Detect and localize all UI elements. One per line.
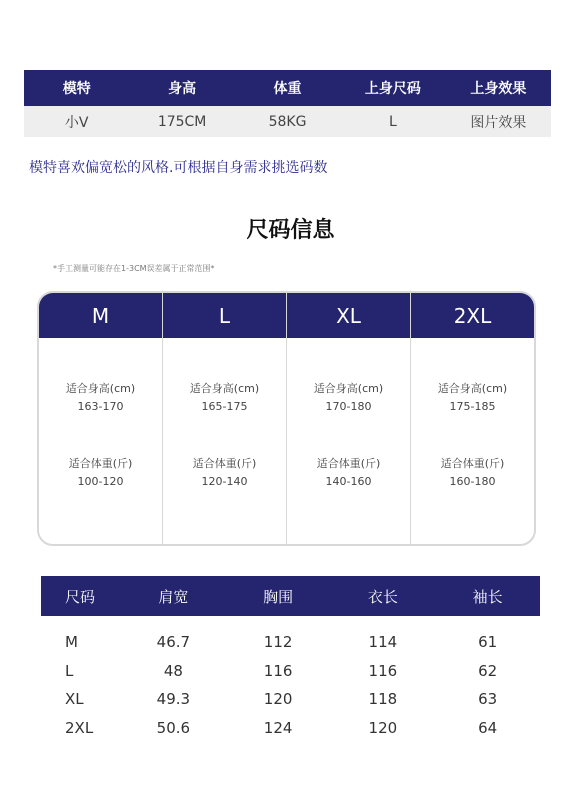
table-cell: M — [65, 633, 78, 652]
model-table-header — [24, 70, 551, 106]
table-cell: 46.7 — [156, 633, 191, 652]
size-column-m — [39, 293, 162, 544]
table-row — [41, 657, 540, 686]
weight-range: 140-160 — [325, 475, 372, 488]
weight-label: 适合体重(斤) — [440, 457, 505, 470]
height-label: 适合身高(cm) — [313, 382, 384, 395]
model-cell: 58KG — [268, 113, 307, 130]
table-cell: 64 — [478, 718, 498, 737]
measurement-table-header — [41, 576, 540, 616]
weight-label: 适合体重(斤) — [192, 457, 257, 470]
measurement-table — [41, 576, 540, 742]
table-row — [41, 628, 540, 657]
page-title: 尺码信息 — [246, 218, 335, 243]
model-header-cell: 上身尺码 — [364, 81, 421, 97]
table-cell: 114 — [368, 633, 398, 652]
size-header: M — [39, 293, 162, 338]
table-row — [41, 714, 540, 743]
weight-label: 适合体重(斤) — [316, 457, 381, 470]
fit-note: 模特喜欢偏宽松的风格.可根据自身需求挑选码数 — [29, 160, 328, 176]
table-cell: 50.6 — [156, 718, 191, 737]
model-table — [24, 70, 551, 137]
table-cell: 63 — [478, 690, 498, 709]
measurement-header-cell: 尺码 — [65, 587, 96, 606]
model-table-row — [24, 106, 551, 137]
model-header-cell: 模特 — [62, 81, 91, 97]
measurement-header-cell: 肩宽 — [158, 587, 189, 606]
model-header-cell: 体重 — [273, 81, 302, 97]
table-cell: 120 — [263, 690, 293, 709]
height-range: 163-170 — [77, 400, 124, 413]
table-cell: 48 — [163, 661, 183, 680]
model-header-cell: 上身效果 — [470, 81, 527, 97]
size-header: XL — [287, 293, 410, 338]
table-cell: 118 — [368, 690, 398, 709]
table-cell: 2XL — [65, 718, 94, 737]
weight-range: 160-180 — [449, 475, 496, 488]
weight-range: 120-140 — [201, 475, 248, 488]
size-header: 2XL — [411, 293, 534, 338]
measurement-header-cell: 衣长 — [367, 587, 398, 606]
height-range: 165-175 — [201, 400, 248, 413]
size-column-xl — [286, 293, 410, 544]
model-header-cell: 身高 — [168, 81, 197, 97]
table-cell: 116 — [368, 661, 398, 680]
height-range: 170-180 — [325, 400, 372, 413]
size-recommendation-card — [37, 291, 536, 546]
height-label: 适合身高(cm) — [189, 382, 260, 395]
size-column-2xl — [410, 293, 534, 544]
model-cell: 小V — [64, 114, 89, 131]
model-cell: 图片效果 — [470, 114, 527, 131]
measurement-disclaimer: *手工测量可能存在1-3CM误差属于正常范围* — [53, 264, 215, 273]
table-cell: L — [65, 661, 74, 680]
height-range: 175-185 — [449, 400, 496, 413]
table-cell: 49.3 — [156, 690, 191, 709]
table-cell: 112 — [263, 633, 293, 652]
height-label: 适合身高(cm) — [65, 382, 136, 395]
size-column-l — [162, 293, 286, 544]
table-cell: 124 — [263, 718, 293, 737]
weight-label: 适合体重(斤) — [68, 457, 133, 470]
measurement-header-cell: 袖长 — [472, 587, 503, 606]
table-cell: 116 — [263, 661, 293, 680]
table-cell: 62 — [478, 661, 498, 680]
table-cell: 120 — [368, 718, 398, 737]
table-cell: 61 — [478, 633, 498, 652]
table-cell: XL — [65, 690, 84, 709]
model-cell: L — [389, 113, 397, 130]
table-row — [41, 685, 540, 714]
size-header: L — [163, 293, 286, 338]
height-label: 适合身高(cm) — [437, 382, 508, 395]
measurement-header-cell: 胸围 — [263, 587, 294, 606]
weight-range: 100-120 — [77, 475, 124, 488]
model-cell: 175CM — [157, 113, 207, 130]
